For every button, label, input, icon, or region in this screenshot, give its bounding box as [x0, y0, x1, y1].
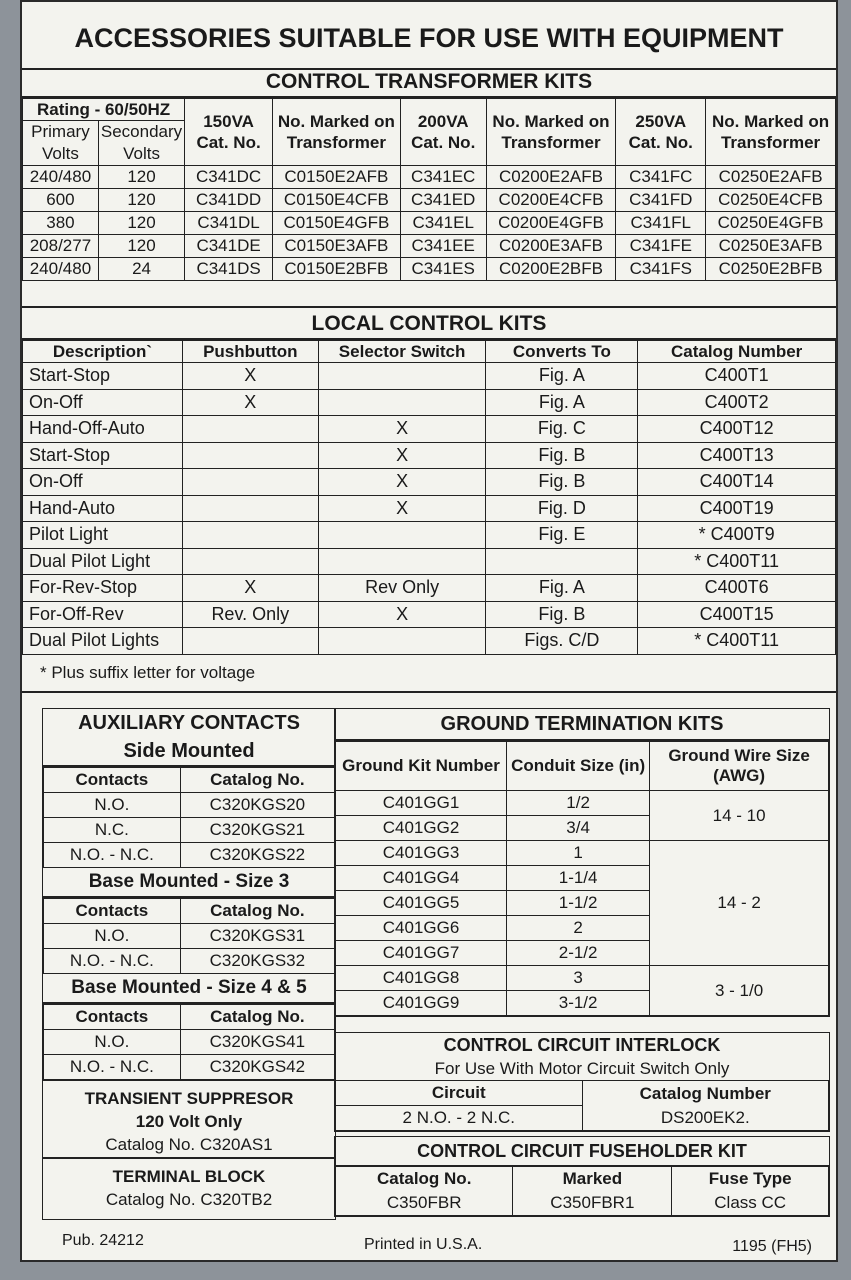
table-cell: C400T13 [638, 442, 836, 469]
table-cell [486, 548, 638, 575]
terminal-title: TERMINAL BLOCK [112, 1167, 266, 1186]
interlock-subtitle: For Use With Motor Circuit Switch Only [434, 1059, 730, 1078]
table-cell: C400T12 [638, 416, 836, 443]
table-cell: C341DL [185, 212, 273, 235]
table-cell: C341ES [400, 258, 486, 281]
interlock-catalog-cell [582, 1081, 829, 1131]
table-cell: Fig. E [486, 522, 638, 549]
fuse-catalog-value: C350FBR [386, 1193, 462, 1212]
table-cell: C400T19 [638, 495, 836, 522]
ground-termination-section [334, 708, 830, 1017]
control-transformer-heading: CONTROL TRANSFORMER KITS [22, 68, 836, 98]
table-cell: 380 [23, 212, 99, 235]
transient-suppressor-box [42, 1080, 336, 1158]
column-header: Ground Kit Number [336, 742, 507, 791]
conduit-size: 1/2 [507, 791, 650, 816]
column-header: Ground Wire Size (AWG) [650, 742, 829, 791]
table-cell: Hand-Off-Auto [23, 416, 183, 443]
column-header: Catalog Number [638, 341, 836, 363]
table-row [44, 843, 335, 868]
auxiliary-contacts-section [42, 708, 336, 1081]
fuse-marked-value: C350FBR1 [550, 1193, 635, 1212]
column-header: Converts To [486, 341, 638, 363]
base45-title: Base Mounted - Size 4 & 5 [43, 974, 335, 1004]
table-row [44, 1030, 335, 1055]
table-row [23, 548, 836, 575]
table-row [23, 363, 836, 390]
table-cell: N.O. - N.C. [44, 1055, 181, 1080]
contacts-header: Contacts [44, 1005, 181, 1030]
ground-kit-number: C401GG2 [336, 816, 507, 841]
table-cell: N.C. [44, 818, 181, 843]
local-control-table [22, 340, 836, 655]
table-cell: Dual Pilot Light [23, 548, 183, 575]
fuseholder-table [335, 1166, 829, 1216]
table-cell: C320KGS42 [180, 1055, 334, 1080]
table-cell: Fig. A [486, 363, 638, 390]
table-cell: C400T6 [638, 575, 836, 602]
table-cell: N.O. - N.C. [44, 949, 181, 974]
table-cell [182, 548, 318, 575]
table-cell: Fig. B [486, 469, 638, 496]
interlock-table [335, 1080, 829, 1131]
table-cell: C0250E4CFB [706, 189, 836, 212]
control-transformer-section [22, 68, 836, 281]
ground-kit-number: C401GG6 [336, 916, 507, 941]
terminal-block-box [42, 1158, 336, 1220]
table-cell: C400T14 [638, 469, 836, 496]
table-cell: 24 [98, 258, 184, 281]
table-cell: C0250E4GFB [706, 212, 836, 235]
ground-wire-size: 14 - 10 [650, 791, 829, 841]
table-cell: Start-Stop [23, 363, 183, 390]
fuse-marked-header: Marked [562, 1169, 623, 1188]
ground-kit-number: C401GG7 [336, 941, 507, 966]
table-cell: X [182, 575, 318, 602]
table-cell: X [318, 469, 486, 496]
base45-table [43, 1004, 335, 1080]
table-cell: Fig. D [486, 495, 638, 522]
label-plate [20, 0, 838, 1262]
table-cell: Fig. C [486, 416, 638, 443]
table-cell: * C400T11 [638, 628, 836, 655]
conduit-size: 1-1/2 [507, 891, 650, 916]
table-cell: Rev Only [318, 575, 486, 602]
table-row [336, 791, 829, 816]
table-row [44, 818, 335, 843]
table-cell [182, 416, 318, 443]
interlock-catalog-value: DS200EK2. [660, 1107, 750, 1127]
table-cell: X [182, 363, 318, 390]
table-row [44, 924, 335, 949]
table-cell: 120 [98, 235, 184, 258]
table-row [23, 212, 836, 235]
table-cell: Hand-Auto [23, 495, 183, 522]
table-cell: C320KGS21 [180, 818, 334, 843]
table-cell: C341DC [185, 166, 273, 189]
table-cell: On-Off [23, 389, 183, 416]
table-cell: C0150E2AFB [272, 166, 400, 189]
table-cell: C341EC [400, 166, 486, 189]
voltage-suffix-note: * Plus suffix letter for voltage [22, 655, 836, 693]
revision-code: 1195 (FH5) [732, 1238, 812, 1255]
page-title: ACCESSORIES SUITABLE FOR USE WITH EQUIPMENT [22, 2, 836, 70]
table-cell: C0200E3AFB [486, 235, 616, 258]
side-mounted-table [43, 767, 335, 868]
table-cell: Rev. Only [182, 601, 318, 628]
printed-in: Printed in U.S.A. [364, 1236, 483, 1253]
table-row [336, 966, 829, 991]
local-control-heading: LOCAL CONTROL KITS [22, 306, 836, 340]
contacts-header: Contacts [44, 899, 181, 924]
table-cell: C341FC [616, 166, 706, 189]
table-cell [182, 522, 318, 549]
table-cell: On-Off [23, 469, 183, 496]
control-transformer-table [22, 98, 836, 281]
base3-table [43, 898, 335, 974]
table-cell: Fig. B [486, 601, 638, 628]
table-row [23, 601, 836, 628]
footer [22, 1224, 836, 1260]
conduit-size: 1-1/4 [507, 866, 650, 891]
table-cell: 120 [98, 189, 184, 212]
column-header: Pushbutton [182, 341, 318, 363]
table-cell: C0200E2AFB [486, 166, 616, 189]
table-row [23, 389, 836, 416]
va250-header: 250VA Cat. No. [616, 99, 706, 166]
fuse-type-value: Class CC [714, 1193, 787, 1212]
table-cell: Fig. A [486, 389, 638, 416]
table-cell: C0250E3AFB [706, 235, 836, 258]
interlock-circuit-value: 2 N.O. - 2 N.C. [336, 1106, 583, 1131]
table-cell: 120 [98, 166, 184, 189]
table-cell: C341ED [400, 189, 486, 212]
column-header: Description` [23, 341, 183, 363]
table-cell: X [318, 495, 486, 522]
table-cell: C0150E4GFB [272, 212, 400, 235]
va200-header: 200VA Cat. No. [400, 99, 486, 166]
primary-volts-header: Primary Volts [23, 121, 99, 166]
table-cell: Fig. A [486, 575, 638, 602]
marked250-header: No. Marked on Transformer [706, 99, 836, 166]
catalog-header: Catalog No. [180, 1005, 334, 1030]
marked200-header: No. Marked on Transformer [486, 99, 616, 166]
table-cell: X [318, 416, 486, 443]
table-cell: C341DD [185, 189, 273, 212]
ground-wire-size: 14 - 2 [650, 841, 829, 966]
fuseholder-section [334, 1136, 830, 1217]
table-cell: C400T2 [638, 389, 836, 416]
table-cell: C341FD [616, 189, 706, 212]
ground-kit-number: C401GG9 [336, 991, 507, 1016]
table-cell: * C400T9 [638, 522, 836, 549]
table-cell: C341FS [616, 258, 706, 281]
va150-header: 150VA Cat. No. [185, 99, 273, 166]
table-cell [182, 495, 318, 522]
table-cell: For-Rev-Stop [23, 575, 183, 602]
interlock-heading: CONTROL CIRCUIT INTERLOCK [443, 1035, 721, 1055]
table-cell: C0200E4GFB [486, 212, 616, 235]
table-cell: C0200E4CFB [486, 189, 616, 212]
transient-voltage: 120 Volt Only [135, 1112, 243, 1131]
conduit-size: 3-1/2 [507, 991, 650, 1016]
side-mounted-title: Side Mounted [43, 737, 335, 767]
contacts-header: Contacts [44, 768, 181, 793]
table-cell: Fig. B [486, 442, 638, 469]
table-cell: X [318, 442, 486, 469]
table-cell: C341DS [185, 258, 273, 281]
fuseholder-heading: CONTROL CIRCUIT FUSEHOLDER KIT [335, 1137, 829, 1166]
table-cell: Dual Pilot Lights [23, 628, 183, 655]
marked150-header: No. Marked on Transformer [272, 99, 400, 166]
table-cell: C341EL [400, 212, 486, 235]
ground-heading: GROUND TERMINATION KITS [335, 709, 829, 741]
fuse-type-header: Fuse Type [708, 1169, 792, 1188]
interlock-catalog-header: Catalog Number [639, 1083, 771, 1103]
table-cell: 120 [98, 212, 184, 235]
table-row [23, 495, 836, 522]
table-cell: C400T15 [638, 601, 836, 628]
table-cell: C320KGS22 [180, 843, 334, 868]
terminal-catalog: Catalog No. C320TB2 [105, 1190, 273, 1209]
table-cell: X [182, 389, 318, 416]
table-cell: C341DE [185, 235, 273, 258]
table-cell: 240/480 [23, 166, 99, 189]
table-cell: C341FE [616, 235, 706, 258]
table-cell: C320KGS31 [180, 924, 334, 949]
table-cell [182, 442, 318, 469]
transient-title: TRANSIENT SUPPRESOR [84, 1089, 294, 1108]
table-cell: C0150E2BFB [272, 258, 400, 281]
table-cell: Figs. C/D [486, 628, 638, 655]
catalog-header: Catalog No. [180, 899, 334, 924]
table-row [44, 949, 335, 974]
interlock-section [334, 1032, 830, 1132]
ground-wire-size: 3 - 1/0 [650, 966, 829, 1016]
table-cell [318, 628, 486, 655]
fuse-marked-cell [513, 1167, 672, 1216]
catalog-header: Catalog No. [180, 768, 334, 793]
table-row [23, 575, 836, 602]
conduit-size: 2 [507, 916, 650, 941]
table-cell: C341FL [616, 212, 706, 235]
table-cell: C0150E3AFB [272, 235, 400, 258]
ground-kit-number: C401GG5 [336, 891, 507, 916]
table-cell: N.O. [44, 1030, 181, 1055]
local-control-section [22, 306, 836, 693]
secondary-volts-header: Secondary Volts [98, 121, 184, 166]
table-cell [318, 363, 486, 390]
table-cell: C0200E2BFB [486, 258, 616, 281]
table-cell [318, 522, 486, 549]
table-row [23, 189, 836, 212]
table-row [23, 235, 836, 258]
base3-title: Base Mounted - Size 3 [43, 868, 335, 898]
conduit-size: 1 [507, 841, 650, 866]
ground-kit-number: C401GG8 [336, 966, 507, 991]
table-cell: 600 [23, 189, 99, 212]
table-cell [182, 469, 318, 496]
table-cell: C0250E2BFB [706, 258, 836, 281]
fuse-type-cell [672, 1167, 829, 1216]
table-cell: * C400T11 [638, 548, 836, 575]
table-cell: 208/277 [23, 235, 99, 258]
column-header: Conduit Size (in) [507, 742, 650, 791]
table-row [336, 841, 829, 866]
aux-heading: AUXILIARY CONTACTS [78, 712, 300, 734]
table-cell: C320KGS32 [180, 949, 334, 974]
table-cell: C400T1 [638, 363, 836, 390]
table-row [44, 1055, 335, 1080]
conduit-size: 3 [507, 966, 650, 991]
table-row [23, 522, 836, 549]
table-cell: N.O. - N.C. [44, 843, 181, 868]
conduit-size: 2-1/2 [507, 941, 650, 966]
circuit-header: Circuit [336, 1081, 583, 1106]
ground-kit-number: C401GG4 [336, 866, 507, 891]
column-header: Selector Switch [318, 341, 486, 363]
conduit-size: 3/4 [507, 816, 650, 841]
transient-catalog: Catalog No. C320AS1 [105, 1135, 273, 1154]
table-row [23, 628, 836, 655]
ground-table [335, 741, 829, 1016]
rating-header: Rating - 60/50HZ [23, 99, 185, 121]
table-row [44, 793, 335, 818]
table-cell: C341EE [400, 235, 486, 258]
table-row [23, 166, 836, 189]
table-cell: For-Off-Rev [23, 601, 183, 628]
table-cell [318, 548, 486, 575]
table-cell: Start-Stop [23, 442, 183, 469]
table-row [23, 258, 836, 281]
table-row [23, 469, 836, 496]
table-cell: C320KGS20 [180, 793, 334, 818]
ground-kit-number: C401GG3 [336, 841, 507, 866]
publication-number: Pub. 24212 [62, 1232, 144, 1249]
table-cell: C0250E2AFB [706, 166, 836, 189]
table-cell [318, 389, 486, 416]
table-cell: C320KGS41 [180, 1030, 334, 1055]
table-cell [182, 628, 318, 655]
table-cell: 240/480 [23, 258, 99, 281]
table-cell: Pilot Light [23, 522, 183, 549]
table-cell: C0150E4CFB [272, 189, 400, 212]
fuse-catalog-header: Catalog No. [376, 1169, 472, 1188]
fuse-catalog-cell [336, 1167, 513, 1216]
table-row [23, 416, 836, 443]
table-cell: N.O. [44, 793, 181, 818]
table-row [23, 442, 836, 469]
table-cell: N.O. [44, 924, 181, 949]
ground-kit-number: C401GG1 [336, 791, 507, 816]
table-cell: X [318, 601, 486, 628]
